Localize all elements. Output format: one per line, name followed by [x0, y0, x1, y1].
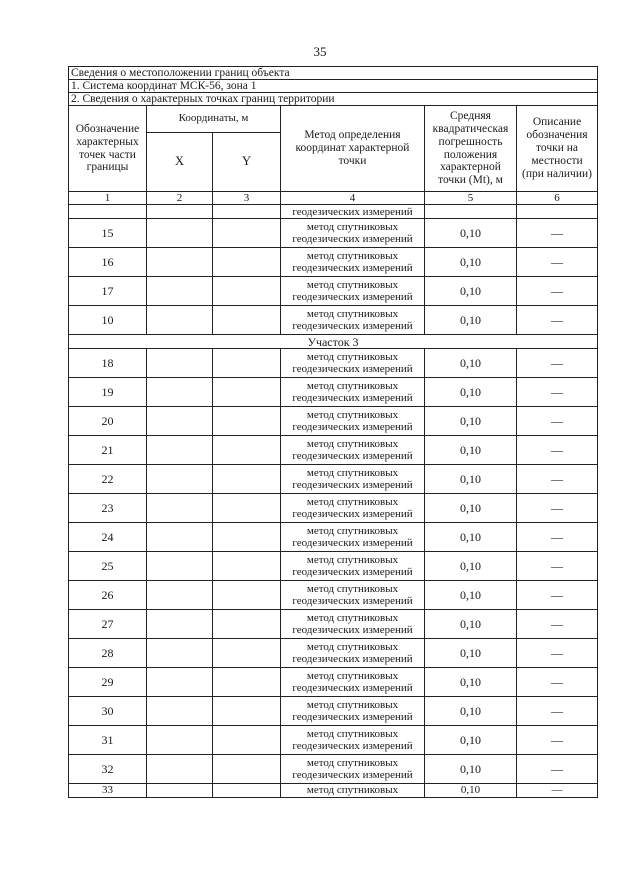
header-x: X	[147, 133, 213, 192]
method-line: геодезических измерений	[292, 740, 413, 752]
method-line: геодезических измерений	[292, 537, 413, 549]
coord-x	[147, 726, 213, 755]
method-line: метод спутниковых	[306, 380, 399, 392]
coord-x	[147, 436, 213, 465]
column-number: 3	[213, 192, 281, 205]
method-line: геодезических измерений	[292, 421, 413, 433]
method-cell	[281, 436, 425, 465]
accuracy-cell: 0,10	[425, 697, 517, 726]
method-line: геодезических измерений	[292, 291, 413, 303]
method-cell	[281, 755, 425, 784]
coord-x	[147, 306, 213, 335]
coord-x	[147, 755, 213, 784]
accuracy-cell: 0,10	[425, 668, 517, 697]
header-point-designation: Обозначение характерных точек части границы	[69, 106, 147, 192]
point-id: 25	[69, 552, 147, 581]
info-line-object: Сведения о местоположении границ объекта	[69, 67, 598, 80]
method-cell	[281, 639, 425, 668]
coord-x	[147, 581, 213, 610]
method-line: метод спутниковых	[306, 728, 399, 740]
method-line: метод спутниковых	[306, 525, 399, 537]
method-line: метод спутниковых	[306, 279, 399, 291]
method-cell	[281, 465, 425, 494]
accuracy-cell: 0,10	[425, 494, 517, 523]
method-cell	[281, 494, 425, 523]
method-cell	[281, 668, 425, 697]
point-id: 30	[69, 697, 147, 726]
table-row	[69, 465, 598, 494]
table-row	[69, 610, 598, 639]
point-id: 24	[69, 523, 147, 552]
coord-x	[147, 349, 213, 378]
point-id: 28	[69, 639, 147, 668]
table-row	[69, 668, 598, 697]
method-cell	[281, 581, 425, 610]
header-y: Y	[213, 133, 281, 192]
method-line: геодезических измерений	[292, 566, 413, 578]
description-cell: —	[517, 755, 598, 784]
method-cell: метод спутниковых	[281, 784, 425, 798]
description-cell: —	[517, 436, 598, 465]
point-id: 32	[69, 755, 147, 784]
coord-y	[213, 755, 281, 784]
point-id: 22	[69, 465, 147, 494]
description-cell: —	[517, 378, 598, 407]
column-number: 6	[517, 192, 598, 205]
table-row	[69, 494, 598, 523]
method-line: геодезических измерений	[292, 653, 413, 665]
column-number: 1	[69, 192, 147, 205]
coord-y	[213, 494, 281, 523]
method-line: геодезических измерений	[292, 595, 413, 607]
method-cell	[281, 378, 425, 407]
coord-x	[147, 277, 213, 306]
continuation-text: геодезических измерений	[281, 205, 425, 219]
accuracy-cell: 0,10	[425, 610, 517, 639]
method-line: геодезических измерений	[292, 682, 413, 694]
method-line: метод спутниковых	[306, 351, 399, 363]
point-id: 10	[69, 306, 147, 335]
method-line: геодезических измерений	[292, 508, 413, 520]
coord-x	[147, 639, 213, 668]
method-line: метод спутниковых	[306, 583, 399, 595]
coord-y	[213, 248, 281, 277]
accuracy-cell: 0,10	[425, 277, 517, 306]
column-number: 2	[147, 192, 213, 205]
coord-y	[213, 407, 281, 436]
table-row	[69, 755, 598, 784]
accuracy-cell: 0,10	[425, 784, 517, 798]
accuracy-cell: 0,10	[425, 306, 517, 335]
point-id: 26	[69, 581, 147, 610]
point-id: 31	[69, 726, 147, 755]
method-cell	[281, 523, 425, 552]
accuracy-cell: 0,10	[425, 755, 517, 784]
coord-y	[213, 523, 281, 552]
point-id: 23	[69, 494, 147, 523]
coord-x	[147, 552, 213, 581]
point-id: 19	[69, 378, 147, 407]
method-line: геодезических измерений	[292, 363, 413, 375]
coord-y	[213, 552, 281, 581]
description-cell: —	[517, 407, 598, 436]
info-line-coordinate-system: 1. Система координат МСК-56, зона 1	[69, 80, 598, 93]
accuracy-cell: 0,10	[425, 219, 517, 248]
method-line: метод спутниковых	[306, 699, 399, 711]
coord-y	[213, 726, 281, 755]
method-line: геодезических измерений	[292, 450, 413, 462]
boundary-points-table	[68, 66, 598, 798]
accuracy-cell: 0,10	[425, 407, 517, 436]
method-line: метод спутниковых	[306, 467, 399, 479]
method-cell	[281, 610, 425, 639]
description-cell: —	[517, 610, 598, 639]
coord-x	[147, 219, 213, 248]
table-row	[69, 552, 598, 581]
coord-x	[147, 697, 213, 726]
method-line: метод спутниковых	[306, 641, 399, 653]
method-cell	[281, 552, 425, 581]
accuracy-cell: 0,10	[425, 552, 517, 581]
method-cell	[281, 248, 425, 277]
coord-y	[213, 639, 281, 668]
coord-y	[213, 378, 281, 407]
accuracy-cell: 0,10	[425, 465, 517, 494]
table-row	[69, 306, 598, 335]
coord-y	[213, 784, 281, 798]
point-id: 21	[69, 436, 147, 465]
method-line: геодезических измерений	[292, 262, 413, 274]
table-row	[69, 581, 598, 610]
coord-x	[147, 610, 213, 639]
accuracy-cell: 0,10	[425, 581, 517, 610]
coord-x	[147, 378, 213, 407]
table-row	[69, 697, 598, 726]
description-cell: —	[517, 494, 598, 523]
table-row	[69, 407, 598, 436]
method-line: геодезических измерений	[292, 711, 413, 723]
method-cell	[281, 697, 425, 726]
table-row	[69, 523, 598, 552]
method-line: метод спутниковых	[306, 670, 399, 682]
method-cell	[281, 306, 425, 335]
description-cell: —	[517, 349, 598, 378]
coord-y	[213, 277, 281, 306]
coord-x	[147, 465, 213, 494]
point-id: 27	[69, 610, 147, 639]
table-row	[69, 248, 598, 277]
point-id: 18	[69, 349, 147, 378]
point-id: 16	[69, 248, 147, 277]
accuracy-cell: 0,10	[425, 436, 517, 465]
point-id: 17	[69, 277, 147, 306]
coord-x	[147, 668, 213, 697]
header-coordinates: Координаты, м	[147, 106, 281, 133]
method-line: геодезических измерений	[292, 392, 413, 404]
description-cell: —	[517, 697, 598, 726]
continuation-row	[69, 205, 598, 219]
method-line: метод спутниковых	[306, 496, 399, 508]
method-line: геодезических измерений	[292, 320, 413, 332]
accuracy-cell: 0,10	[425, 248, 517, 277]
description-cell: —	[517, 639, 598, 668]
table-row	[69, 436, 598, 465]
info-line-points: 2. Сведения о характерных точках границ территории	[69, 93, 598, 106]
coord-x	[147, 523, 213, 552]
header-method: Метод определения координат характерной точки	[281, 106, 425, 192]
description-cell: —	[517, 784, 598, 798]
method-cell	[281, 219, 425, 248]
table-row	[69, 277, 598, 306]
method-line: метод спутниковых	[306, 221, 399, 233]
coord-y	[213, 306, 281, 335]
coord-y	[213, 697, 281, 726]
description-cell: —	[517, 277, 598, 306]
table-row	[69, 219, 598, 248]
accuracy-cell: 0,10	[425, 726, 517, 755]
description-cell: —	[517, 219, 598, 248]
header-accuracy: Средняя квадратическая погрешность положения характерной точки (Mt), м	[425, 106, 517, 192]
description-cell: —	[517, 726, 598, 755]
coord-x	[147, 784, 213, 798]
accuracy-cell: 0,10	[425, 349, 517, 378]
method-line: геодезических измерений	[292, 624, 413, 636]
column-number: 5	[425, 192, 517, 205]
method-line: метод спутниковых	[306, 757, 399, 769]
description-cell: —	[517, 552, 598, 581]
description-cell: —	[517, 465, 598, 494]
method-cell	[281, 277, 425, 306]
accuracy-cell: 0,10	[425, 523, 517, 552]
coord-y	[213, 349, 281, 378]
point-id: 20	[69, 407, 147, 436]
table-row	[69, 784, 598, 798]
point-id: 29	[69, 668, 147, 697]
description-cell: —	[517, 306, 598, 335]
description-cell: —	[517, 523, 598, 552]
section-title: Участок 3	[69, 335, 598, 349]
accuracy-cell: 0,10	[425, 639, 517, 668]
method-line: метод спутниковых	[306, 554, 399, 566]
coord-x	[147, 407, 213, 436]
method-line: метод спутниковых	[306, 612, 399, 624]
table-row	[69, 378, 598, 407]
method-line: метод спутниковых	[306, 409, 399, 421]
table-row	[69, 349, 598, 378]
coord-y	[213, 436, 281, 465]
description-cell: —	[517, 581, 598, 610]
header-description: Описание обозначения точки на местности (при наличии)	[517, 106, 598, 192]
method-cell	[281, 726, 425, 755]
description-cell: —	[517, 248, 598, 277]
method-line: геодезических измерений	[292, 479, 413, 491]
coord-x	[147, 494, 213, 523]
coord-y	[213, 668, 281, 697]
point-id: 15	[69, 219, 147, 248]
description-cell: —	[517, 668, 598, 697]
method-cell	[281, 349, 425, 378]
coord-y	[213, 581, 281, 610]
method-line: метод спутниковых	[306, 250, 399, 262]
method-line: метод спутниковых	[306, 438, 399, 450]
coord-y	[213, 610, 281, 639]
method-line: геодезических измерений	[292, 769, 413, 781]
coord-y	[213, 465, 281, 494]
table-row	[69, 726, 598, 755]
accuracy-cell: 0,10	[425, 378, 517, 407]
method-cell	[281, 407, 425, 436]
coord-y	[213, 219, 281, 248]
page-number: 35	[313, 44, 327, 59]
table-row	[69, 639, 598, 668]
method-line: метод спутниковых	[306, 308, 399, 320]
method-line: геодезических измерений	[292, 233, 413, 245]
coord-x	[147, 248, 213, 277]
column-number: 4	[281, 192, 425, 205]
point-id: 33	[69, 784, 147, 798]
